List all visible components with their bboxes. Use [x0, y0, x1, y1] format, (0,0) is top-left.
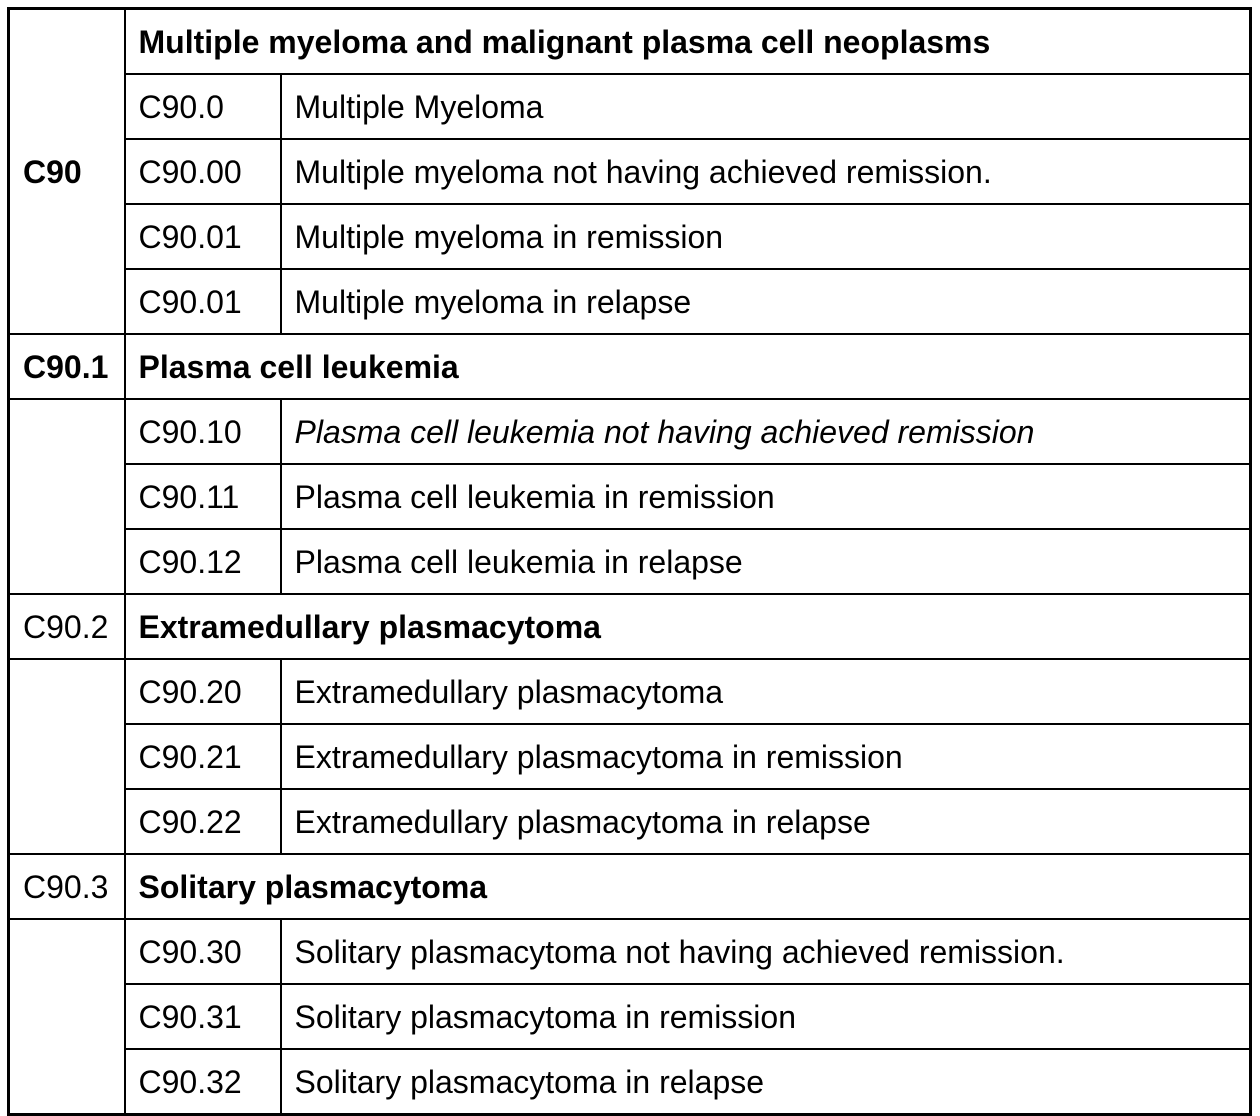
entry-description-cell: Extramedullary plasmacytoma: [281, 659, 1251, 724]
entry-row: [9, 789, 1251, 854]
entry-description-cell: Plasma cell leukemia in relapse: [281, 529, 1251, 594]
entry-row: [9, 139, 1251, 204]
entry-description-cell: Plasma cell leukemia in remission: [281, 464, 1251, 529]
entry-code-cell: C90.01: [125, 204, 281, 269]
entry-code-cell: C90.10: [125, 399, 281, 464]
entry-row: [9, 1049, 1251, 1115]
section-header-row: [9, 9, 1251, 75]
entry-row: [9, 659, 1251, 724]
entry-code-cell: C90.32: [125, 1049, 281, 1115]
entry-row: [9, 984, 1251, 1049]
entry-code-cell: C90.22: [125, 789, 281, 854]
entry-description-cell: Multiple myeloma in remission: [281, 204, 1251, 269]
entry-description-cell: Multiple myeloma in relapse: [281, 269, 1251, 334]
section-title-cell: Extramedullary plasmacytoma: [125, 594, 1251, 659]
entry-row: [9, 399, 1251, 464]
section-code-cell: C90.3: [9, 854, 125, 919]
entry-code-cell: C90.21: [125, 724, 281, 789]
section-code-cell: C90: [9, 9, 125, 335]
entry-code-cell: C90.20: [125, 659, 281, 724]
entry-row: [9, 919, 1251, 984]
section-header-row: [9, 594, 1251, 659]
section-code-cell: C90.1: [9, 334, 125, 399]
spacer-cell: [9, 659, 125, 854]
icd10-c90-table: [7, 7, 1252, 1116]
entry-description-cell: Solitary plasmacytoma in relapse: [281, 1049, 1251, 1115]
section-title-cell: Plasma cell leukemia: [125, 334, 1251, 399]
section-header-row: [9, 854, 1251, 919]
section-code-cell: C90.2: [9, 594, 125, 659]
section-title-cell: Solitary plasmacytoma: [125, 854, 1251, 919]
entry-code-cell: C90.01: [125, 269, 281, 334]
entry-row: [9, 724, 1251, 789]
entry-code-cell: C90.11: [125, 464, 281, 529]
spacer-cell: [9, 919, 125, 1115]
entry-row: [9, 269, 1251, 334]
entry-row: [9, 529, 1251, 594]
entry-description-cell: Extramedullary plasmacytoma in remission: [281, 724, 1251, 789]
section-header-row: [9, 334, 1251, 399]
entry-code-cell: C90.00: [125, 139, 281, 204]
entry-row: [9, 204, 1251, 269]
entry-description-cell: Solitary plasmacytoma not having achieved remission.: [281, 919, 1251, 984]
entry-code-cell: C90.31: [125, 984, 281, 1049]
entry-description-cell: Plasma cell leukemia not having achieved remission: [281, 399, 1251, 464]
entry-description-cell: Multiple myeloma not having achieved remission.: [281, 139, 1251, 204]
entry-row: [9, 74, 1251, 139]
entry-row: [9, 464, 1251, 529]
entry-code-cell: C90.0: [125, 74, 281, 139]
entry-code-cell: C90.12: [125, 529, 281, 594]
entry-description-cell: Extramedullary plasmacytoma in relapse: [281, 789, 1251, 854]
entry-description-cell: Solitary plasmacytoma in remission: [281, 984, 1251, 1049]
section-title-cell: Multiple myeloma and malignant plasma cell neoplasms: [125, 9, 1251, 75]
entry-description-cell: Multiple Myeloma: [281, 74, 1251, 139]
spacer-cell: [9, 399, 125, 594]
entry-code-cell: C90.30: [125, 919, 281, 984]
